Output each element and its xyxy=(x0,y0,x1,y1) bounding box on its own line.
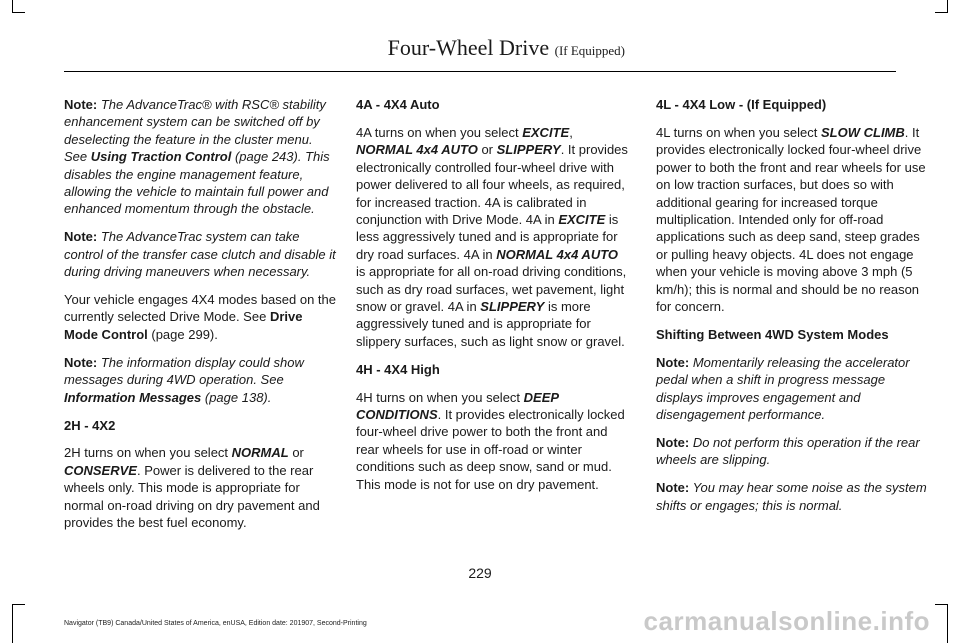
mode-name: CONSERVE xyxy=(64,462,137,478)
note-text: Momentarily releasing the accelerator pedal when a shift in progress message displays improves engagement and disengagement performance. xyxy=(656,354,910,422)
mode-name: NORMAL 4x4 AUTO xyxy=(356,142,478,158)
paragraph-4a xyxy=(356,124,631,350)
body-text: . It provides electronically locked four-wheel drive power to both the front and rear wheels for use in off-road or winter conditions such as deep snow, sand or mud. This mode is not for use on dry pavement. xyxy=(356,407,625,492)
note-text: The AdvanceTrac® with RSC® stability enhancement system can be switched off by deselecting the feature in the cluster menu. See xyxy=(64,97,326,165)
note-advancetrac-rsc xyxy=(64,96,339,218)
crop-mark-top-left xyxy=(12,0,25,13)
note-text: Do not perform this operation if the rear wheels are slipping. xyxy=(656,434,920,468)
note-label: Note: xyxy=(64,97,98,112)
heading-4a: 4A - 4X4 Auto xyxy=(356,97,440,112)
heading-4h: 4H - 4X4 High xyxy=(356,361,440,377)
note-label: Note: xyxy=(656,354,690,370)
column-2 xyxy=(356,96,631,504)
paragraph-4l xyxy=(656,124,931,315)
mode-name: SLOW CLIMB xyxy=(821,124,905,140)
note-information-display xyxy=(64,354,339,406)
note-text: (page 243). This disables the engine management feature, allowing the vehicle to maintain full power and enhanced momentum through the obstacle. xyxy=(64,149,330,217)
note-label: Note: xyxy=(64,354,98,370)
note-label: Note: xyxy=(656,434,690,450)
footer-edition: Navigator (TB9) Canada/United States of America, enUSA, Edition date: 201907, Second-Printing xyxy=(64,620,367,627)
note-label: Note: xyxy=(64,229,98,245)
mode-name: SLIPPERY xyxy=(480,298,545,314)
link-using-traction-control[interactable]: Using Traction Control xyxy=(90,149,232,165)
note-noise xyxy=(656,479,931,514)
crop-mark-bottom-right xyxy=(935,604,948,643)
column-1 xyxy=(64,96,339,542)
body-text: Your vehicle engages 4X4 modes based on the currently selected Drive Mode. See xyxy=(64,292,336,325)
mode-name: NORMAL xyxy=(231,445,289,461)
note-advancetrac-transfer-case xyxy=(64,228,339,280)
page-number: 229 xyxy=(468,565,492,581)
body-text: is appropriate for all on-road driving conditions, such as dry road surfaces, wet pavement, light snow or gravel. 4A in xyxy=(356,264,627,314)
paragraph-4h xyxy=(356,389,631,493)
crop-mark-top-right xyxy=(935,0,948,13)
heading-4l: 4L - 4X4 Low - (If Equipped) xyxy=(656,97,827,112)
body-text: , xyxy=(569,124,573,140)
page-title xyxy=(388,35,625,61)
body-text: (page 299). xyxy=(147,326,218,342)
watermark: carmanualsonline.info xyxy=(643,606,930,636)
body-text: . Power is delivered to the rear wheels only. This mode is appropriate for normal on-road driving on dry pavement and provides the best fuel economy. xyxy=(64,462,320,531)
note-label: Note: xyxy=(656,480,690,496)
paragraph-2h xyxy=(64,444,339,531)
column-3 xyxy=(656,96,931,525)
note-accelerator xyxy=(656,354,931,424)
body-text: or xyxy=(477,142,497,158)
body-text: . It provides electronically locked four-wheel drive power to both the front and rear wheels for use on low traction surfaces, but does so with additional gearing for increased torque multiplication. Intended only for off-road applications such as deep sand, steep grades or pulling heavy objects. 4L does not engage when your vehicle is moving above 3 mph (5 km/h); this is normal and should be no reason for concern. xyxy=(656,124,926,314)
body-text: . It provides electronically controlled four-wheel drive with power delivered to all four wheels, as required, for increased traction. 4A is calibrated in conjunction with Drive Mode. 4A in xyxy=(356,142,628,227)
header-rule xyxy=(64,71,896,72)
mode-name: SLIPPERY xyxy=(496,142,561,158)
link-drive-mode-control[interactable]: Drive Mode Control xyxy=(64,309,303,342)
mode-name: NORMAL 4x4 AUTO xyxy=(496,246,619,262)
note-text: The AdvanceTrac system can take control of the transfer case clutch and disable it during driving maneuvers when necessary. xyxy=(64,229,336,280)
body-text: 4A turns on when you select xyxy=(356,124,523,140)
note-text: (page 138). xyxy=(201,389,272,405)
body-text: 4L turns on when you select xyxy=(656,124,822,140)
paragraph-drive-mode xyxy=(64,291,339,343)
body-text: 4H turns on when you select xyxy=(356,389,524,405)
link-information-messages[interactable]: Information Messages xyxy=(64,389,202,405)
mode-name: EXCITE xyxy=(522,124,570,140)
body-text: 2H turns on when you select xyxy=(64,445,232,461)
mode-name: DEEP CONDITIONS xyxy=(356,389,559,422)
heading-2h: 2H - 4X2 xyxy=(64,417,116,433)
note-rear-wheels xyxy=(656,434,931,469)
body-text: is less aggressively tuned and is appropriate for dry road surfaces. 4A in xyxy=(356,211,619,262)
heading-shifting: Shifting Between 4WD System Modes xyxy=(656,326,889,342)
page-title-suffix: (If Equipped) xyxy=(554,43,625,58)
page-title-main: Four-Wheel Drive xyxy=(387,35,550,60)
body-text: is more aggressively tuned and is appropriate for slippery surfaces, such as light snow or gravel. xyxy=(356,298,625,349)
note-text: The information display could show messages during 4WD operation. See xyxy=(64,354,304,388)
body-text: or xyxy=(288,445,304,461)
mode-name: EXCITE xyxy=(558,211,606,227)
crop-mark-bottom-left xyxy=(12,604,25,643)
note-text: You may hear some noise as the system shifts or engages; this is normal. xyxy=(656,480,927,513)
